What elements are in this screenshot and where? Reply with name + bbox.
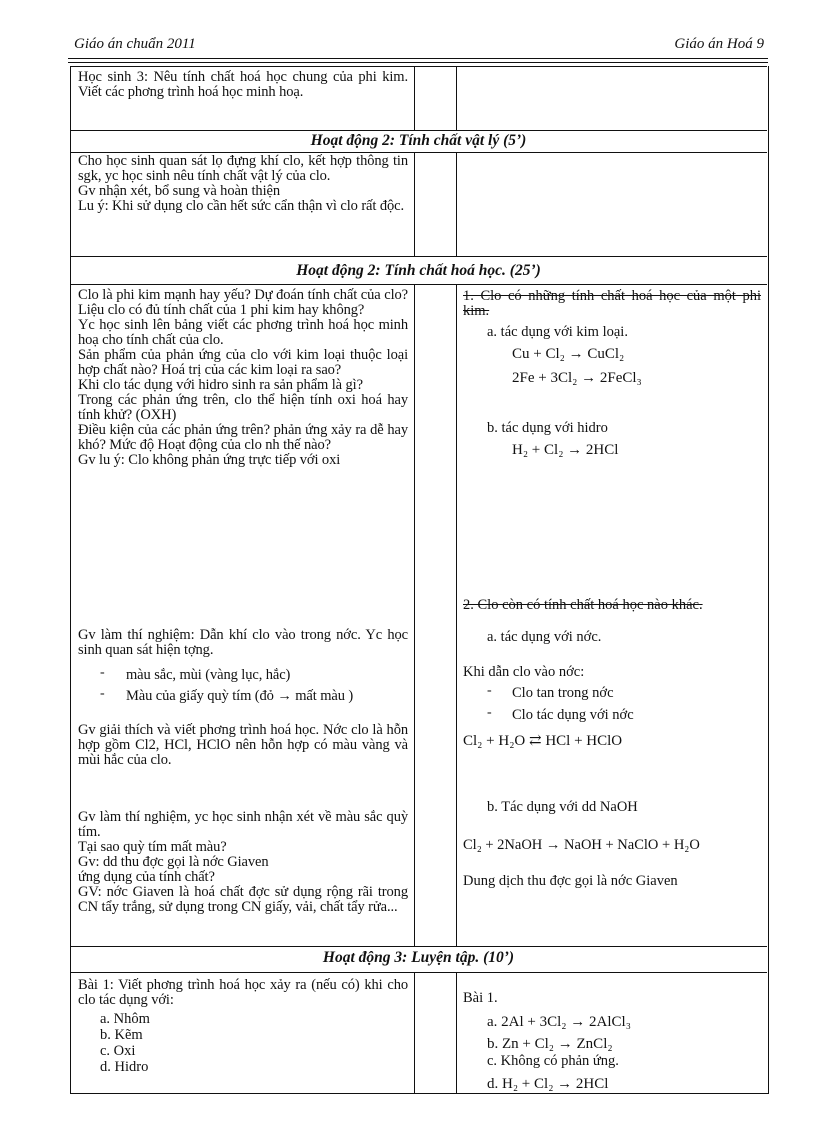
- answer-item: b. Zn + Cl₂ → ZnCl₂: [487, 1036, 613, 1052]
- chemical-questions: [78, 288, 408, 468]
- heading-nonmetal-properties: 1. Clo có những tính chất hoá học của một phi kim.: [463, 288, 761, 319]
- label-react-water: a. tác dụng với nớc.: [487, 629, 602, 645]
- chemical-line: Trong các phản ứng trên, clo thể hiện tính oxi hoá hay tính khử? (OXH): [78, 392, 408, 423]
- equation-naoh: Cl₂ + 2NaOH → NaOH + NaClO + H₂O: [463, 837, 700, 853]
- exercise-item: c. Oxi: [100, 1043, 136, 1059]
- observation-bullet: màu sắc, mùi (vàng lục, hắc): [126, 667, 291, 683]
- col-divider: [456, 972, 457, 1093]
- experiment2-line: Tại sao quỳ tím mất màu?: [78, 839, 227, 855]
- experiment2-text: [78, 810, 408, 915]
- col-divider: [414, 152, 415, 256]
- bullet-dash: -: [487, 705, 492, 720]
- activity2-physical-title: Hoạt động 2: Tính chất vật lý (5’): [310, 132, 527, 149]
- equation-water: Cl₂ + H₂O ⇄ HCl + HClO: [463, 733, 623, 749]
- row-rule: [70, 972, 767, 973]
- answer-item: c. Không có phản ứng.: [487, 1053, 619, 1069]
- row-rule: [70, 130, 767, 131]
- chemical-line: Sản phẩm của phản ứng của clo với kim loại thuộc loại hợp chất nào? Hoá trị của các kim loại ra sao?: [78, 347, 408, 378]
- exercise-item: d. Hidro: [100, 1059, 149, 1075]
- row-rule: [70, 946, 767, 947]
- physical-line: Lu ý: Khi sử dụng clo cần hết sức cẩn thận vì clo rất độc.: [78, 198, 405, 214]
- answer-item: d. H₂ + Cl₂ → 2HCl: [487, 1076, 609, 1092]
- equation-fe: 2Fe + 3Cl₂ → 2FeCl₃: [512, 370, 642, 386]
- table-top-rule: [70, 66, 767, 67]
- experiment2-line: Gv làm thí nghiệm, yc học sinh nhận xét về màu sắc quỳ tím.: [78, 809, 408, 840]
- col-divider: [414, 972, 415, 1093]
- chemical-line: Điều kiện của các phản ứng trên? phản ứng xảy ra dễ hay khó? Mức độ Hoạt động của clo nh thế nào?: [78, 422, 408, 453]
- equation-h2: H₂ + Cl₂ → 2HCl: [512, 442, 619, 458]
- physical-line: Cho học sinh quan sát lọ đựng khí clo, kết hợp thông tin sgk, yc học sinh nêu tính chất vật lý của clo.: [78, 153, 408, 184]
- col-divider: [414, 284, 415, 946]
- activity3-title: Hoạt động 3: Luyện tập. (10’): [322, 949, 515, 966]
- header-left: Giáo án chuẩn 2011: [74, 36, 196, 52]
- experiment1-text: Gv làm thí nghiệm: Dẫn khí clo vào trong nớc. Yc học sinh quan sát hiện tợng.: [78, 627, 408, 658]
- activity2-chemical-title: Hoạt động 2: Tính chất hoá học. (25’): [296, 262, 541, 279]
- chemical-line: Clo là phi kim mạnh hay yếu? Dự đoán tính chất của clo? Liệu clo có đủ tính chất của 1 phi kim hay không?: [78, 287, 408, 318]
- observation-bullet: Màu của giấy quỳ tím (đỏ → mất màu ): [126, 688, 354, 704]
- col-divider: [456, 152, 457, 256]
- lesson-table: [70, 66, 769, 1094]
- col-divider: [456, 284, 457, 946]
- label-react-metal: a. tác dụng với kim loại.: [487, 324, 628, 340]
- col-divider: [414, 66, 415, 130]
- equation-cu: Cu + Cl₂ → CuCl₂: [512, 346, 625, 362]
- page-header: [68, 34, 768, 56]
- answer-item: a. 2Al + 3Cl₂ → 2AlCl₃: [487, 1014, 631, 1030]
- student3-question: Học sinh 3: Nêu tính chất hoá học chung của phi kim. Viết các phơng trình hoá học minh hoạ.: [78, 69, 408, 100]
- col-divider: [456, 66, 457, 130]
- water-bullet: Clo tác dụng với nớc: [512, 707, 634, 723]
- answer-title: Bài 1.: [463, 990, 498, 1006]
- exercise-item: a. Nhôm: [100, 1011, 150, 1027]
- row-rule: [70, 284, 767, 285]
- label-react-naoh: b. Tác dụng với dd NaOH: [487, 799, 638, 815]
- header-rule-thin: [68, 62, 768, 63]
- heading-other-properties: 2. Clo còn có tính chất hoá học nào khác.: [463, 597, 703, 613]
- experiment2-line: GV: nớc Giaven là hoá chất đợc sử dụng rộng rãi trong CN tẩy trắng, sử dụng trong CN giấy, vải, chất tẩy rửa...: [78, 884, 408, 915]
- chemical-line: Khi clo tác dụng với hidro sinh ra sản phẩm là gì?: [78, 377, 363, 393]
- bullet-dash: -: [100, 665, 105, 680]
- exercise-item: b. Kẽm: [100, 1027, 143, 1043]
- chemical-line: Yc học sinh lên bảng viết các phơng trình hoá học minh hoạ cho tính chất của clo.: [78, 317, 408, 348]
- bullet-dash: -: [487, 683, 492, 698]
- label-react-hydrogen: b. tác dụng với hidro: [487, 420, 608, 436]
- header-right: Giáo án Hoá 9: [674, 36, 764, 52]
- physical-instructions: [78, 154, 408, 214]
- header-rule: [68, 58, 768, 59]
- bullet-dash: -: [100, 686, 105, 701]
- physical-line: Gv nhận xét, bổ sung và hoàn thiện: [78, 183, 280, 199]
- experiment2-line: Gv: dd thu đợc gọi là nớc Giaven: [78, 854, 269, 870]
- experiment2-line: ứng dụng của tính chất?: [78, 869, 215, 885]
- chemical-line: Gv lu ý: Clo không phản ứng trực tiếp với oxi: [78, 452, 341, 468]
- water-intro: Khi dẫn clo vào nớc:: [463, 664, 585, 680]
- exercise1-prompt: Bài 1: Viết phơng trình hoá học xảy ra (nếu có) khi cho clo tác dụng với:: [78, 977, 408, 1008]
- row-rule: [70, 256, 767, 257]
- water-bullet: Clo tan trong nớc: [512, 685, 614, 701]
- javel-note: Dung dịch thu đợc gọi là nớc Giaven: [463, 873, 678, 889]
- explain-text: Gv giải thích và viết phơng trình hoá học. Nớc clo là hỗn hợp gồm Cl2, HCl, HClO nên hỗn hợp có màu vàng và mùi hắc của clo.: [78, 722, 408, 768]
